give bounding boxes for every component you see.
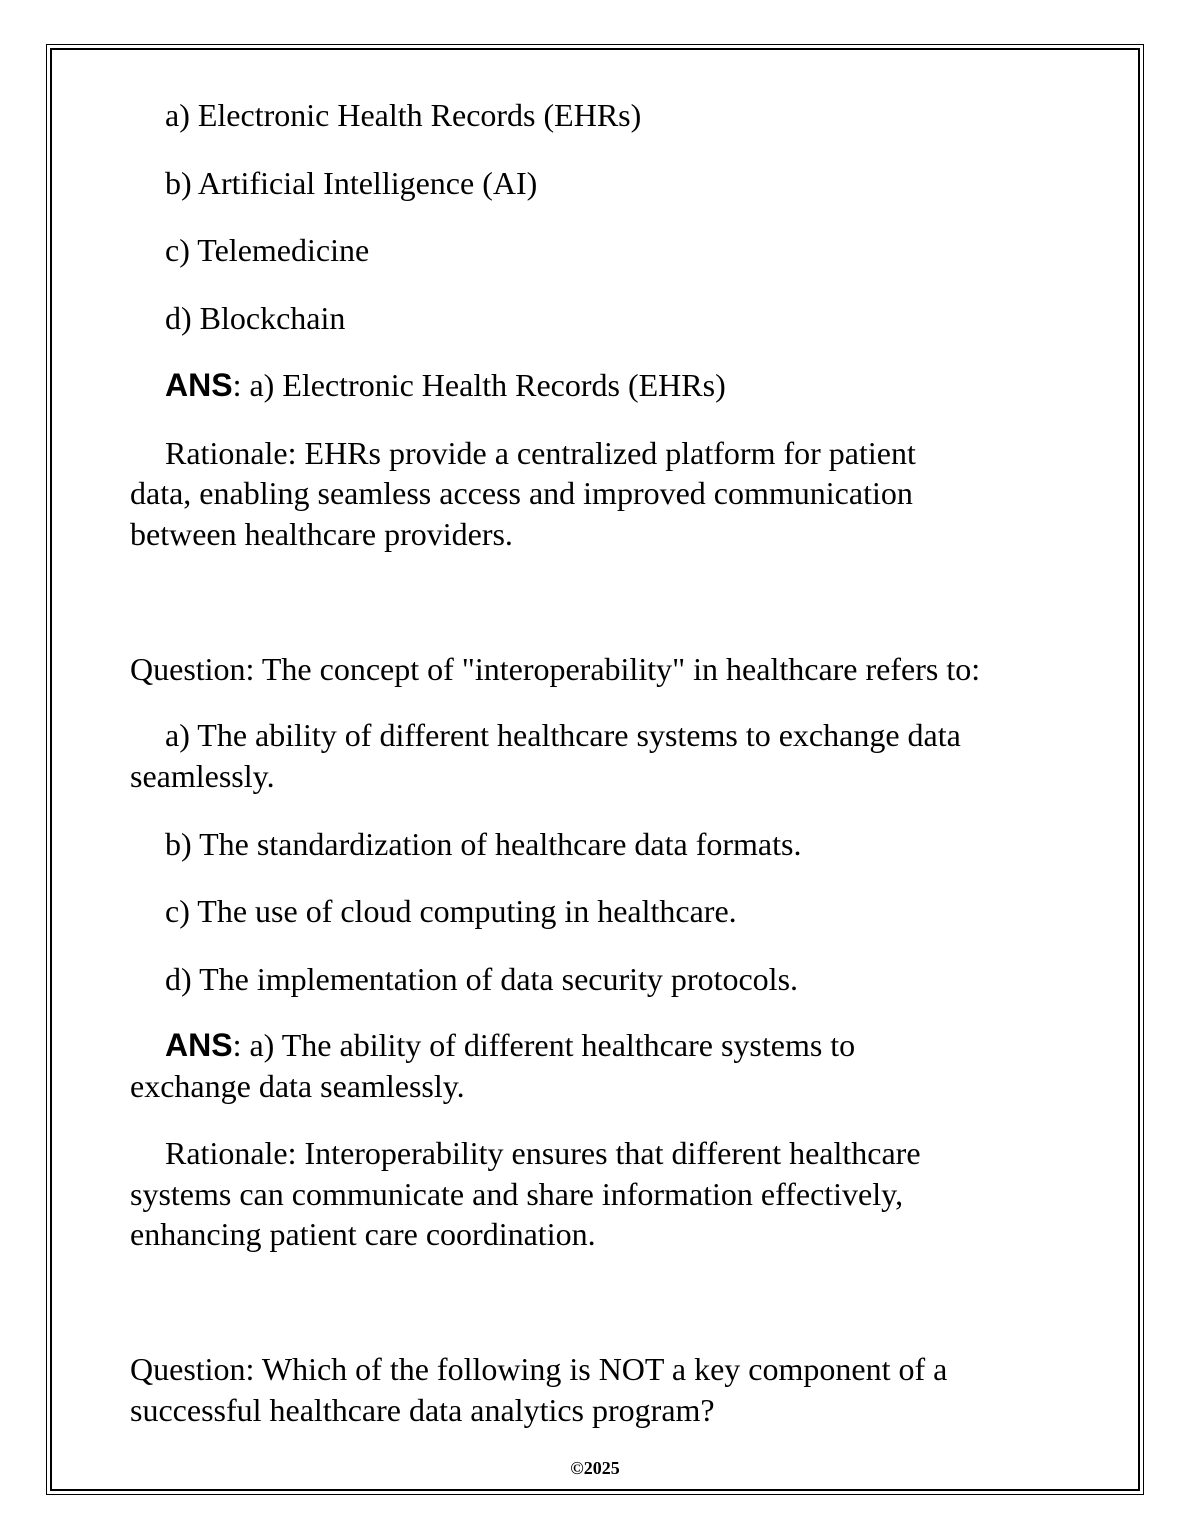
question-text: Question: The concept of "interoperability" in healthcare refers to:: [130, 651, 981, 687]
answer-label: ANS: [165, 1027, 233, 1063]
footer-copyright: ©2025: [570, 1458, 620, 1478]
answer-line: [165, 1025, 855, 1065]
option-d: d) The implementation of data security protocols.: [165, 961, 799, 997]
option-b: b) The standardization of healthcare data formats.: [165, 826, 802, 862]
option-a-continued: seamlessly.: [130, 758, 275, 794]
answer-text: : a) Electronic Health Records (EHRs): [232, 367, 726, 403]
rationale-line: systems can communicate and share information effectively,: [130, 1176, 904, 1212]
answer-text-continued: exchange data seamlessly.: [130, 1068, 465, 1104]
rationale-line: Rationale: Interoperability ensures that different healthcare: [165, 1135, 921, 1171]
option-a: a) Electronic Health Records (EHRs): [165, 97, 642, 133]
rationale-line: data, enabling seamless access and improved communication: [130, 475, 913, 511]
question-text: Question: Which of the following is NOT a key component of a: [130, 1351, 948, 1387]
question-text-continued: successful healthcare data analytics program?: [130, 1392, 715, 1428]
rationale-line: between healthcare providers.: [130, 516, 513, 552]
option-c: c) The use of cloud computing in healthcare.: [165, 893, 737, 929]
option-b: b) Artificial Intelligence (AI): [165, 165, 538, 201]
answer-text: : a) The ability of different healthcare systems to: [232, 1027, 856, 1063]
answer-line: [165, 365, 726, 405]
option-c: c) Telemedicine: [165, 232, 370, 268]
rationale-line: Rationale: EHRs provide a centralized platform for patient: [165, 435, 916, 471]
option-d: d) Blockchain: [165, 300, 346, 336]
answer-label: ANS: [165, 367, 233, 403]
rationale-line: enhancing patient care coordination.: [130, 1216, 596, 1252]
option-a: a) The ability of different healthcare systems to exchange data: [165, 717, 961, 753]
